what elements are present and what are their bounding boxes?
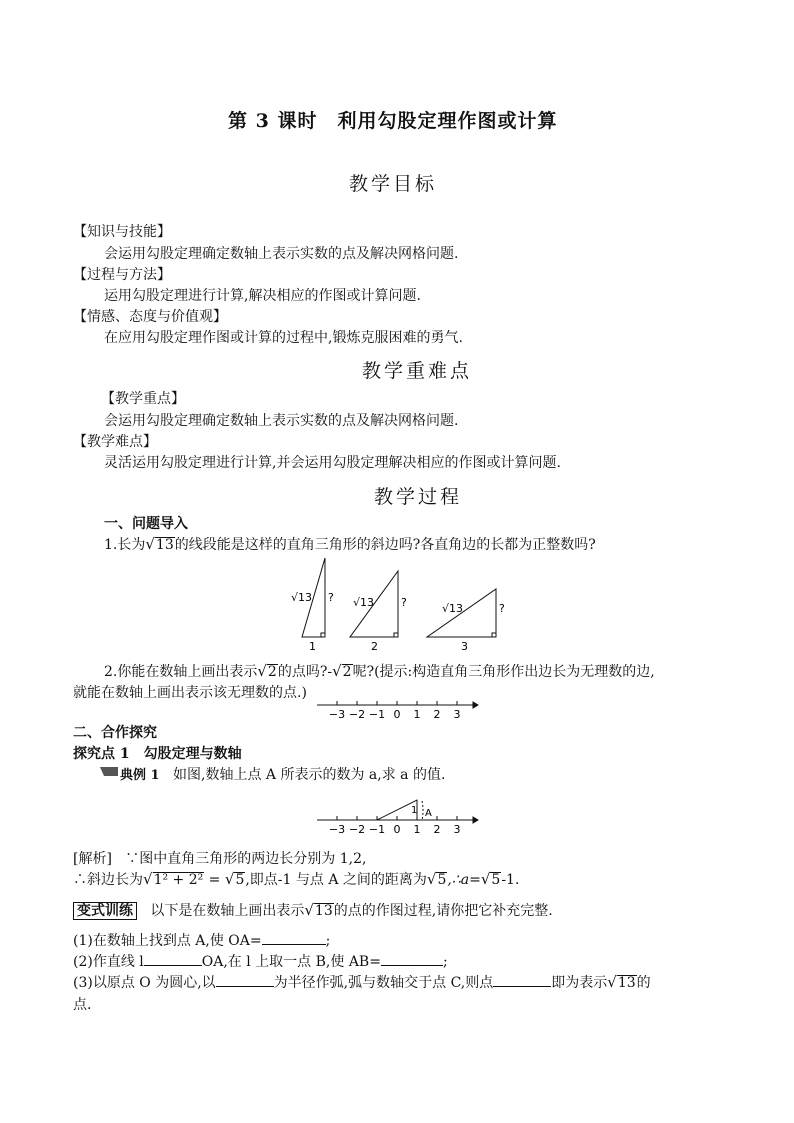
sqrt-2-neg: √2 xyxy=(332,662,352,680)
blank-radius[interactable] xyxy=(216,974,274,987)
tick-3: 3 xyxy=(453,708,461,720)
part1-heading: 一、问题导入 xyxy=(104,516,188,532)
emotion-label: 【情感、态度与价值观】 xyxy=(73,309,227,325)
svg-text:1: 1 xyxy=(413,823,421,835)
tri3-q: ? xyxy=(499,602,505,615)
tri2-q: ? xyxy=(401,596,407,609)
step-1: (1)在数轴上找到点 A,使 OA= ; xyxy=(73,933,331,949)
part2-heading: 二、合作探究 xyxy=(73,725,157,741)
question-2: 2.你能在数轴上画出表示√2的点吗?-√2呢?(提示:构造直角三角形作出边长为无理数的边, xyxy=(104,662,655,680)
triangles-figure xyxy=(285,555,515,653)
step-3: (3)以原点 O 为圆心,以 为半径作弧,弧与数轴交于点 C,则点 即为表示√13的 xyxy=(73,973,651,991)
process-label: 【过程与方法】 xyxy=(73,267,171,283)
svg-text:0: 0 xyxy=(393,823,401,835)
number-line-1 xyxy=(315,698,480,720)
tri1-label: 1 xyxy=(309,640,316,653)
svg-text:−1: −1 xyxy=(368,823,386,835)
section-heading-objectives: 教学目标 xyxy=(349,173,438,195)
tick-0: 0 xyxy=(393,708,401,720)
fig-label-a: A xyxy=(425,808,432,819)
number-line-2 xyxy=(315,793,480,835)
page-title: 第 3 课时 利用勾股定理作图或计算 xyxy=(228,110,558,132)
sqrt-13: √13 xyxy=(145,535,174,553)
question-2-cont: 就能在数轴上画出表示该无理数的点.) xyxy=(73,685,307,701)
example-text: 如图,数轴上点 A 所表示的数为 a,求 a 的值. xyxy=(173,767,446,783)
section-heading-key-points: 教学重难点 xyxy=(362,360,473,382)
example-tag-icon xyxy=(100,765,118,777)
knowledge-label: 【知识与技能】 xyxy=(73,224,171,240)
tri2-hyp: √13 xyxy=(353,596,375,609)
difficulty-label: 【教学难点】 xyxy=(73,434,157,450)
fig-label-one: 1 xyxy=(411,805,418,816)
blank-point[interactable] xyxy=(493,974,551,987)
analysis-line-2: ∴斜边长为√1² + 2² = √5,即点-1 与点 A 之间的距离为√5,∴a=√5-1. xyxy=(73,870,520,888)
difficulty-text: 灵活运用勾股定理进行计算,并会运用勾股定理解决相应的作图或计算问题. xyxy=(104,455,561,471)
svg-text:2: 2 xyxy=(433,823,441,835)
explore-point-1: 探究点 1 勾股定理与数轴 xyxy=(73,746,242,762)
tick-2: 2 xyxy=(433,708,441,720)
step-3-cont: 点. xyxy=(73,997,92,1013)
svg-text:−3: −3 xyxy=(328,823,346,835)
emotion-text: 在应用勾股定理作图或计算的过程中,锻炼克服困难的勇气. xyxy=(104,330,463,346)
step-2: (2)作直线 l OA,在 l 上取一点 B,使 AB= ; xyxy=(73,954,448,970)
analysis-line-1: [解析] ∵图中直角三角形的两边长分别为 1,2, xyxy=(73,851,367,867)
tick-neg2: −2 xyxy=(348,708,366,720)
svg-text:3: 3 xyxy=(453,823,461,835)
process-text: 运用勾股定理进行计算,解决相应的作图或计算问题. xyxy=(104,288,421,304)
sqrt-2: √2 xyxy=(257,662,277,680)
example-label: 典例 1 xyxy=(120,768,160,783)
svg-text:−2: −2 xyxy=(348,823,366,835)
tri3-hyp: √13 xyxy=(442,602,464,615)
tri2-label: 2 xyxy=(371,640,378,653)
tick-neg1: −1 xyxy=(368,708,386,720)
focus-text: 会运用勾股定理确定数轴上表示实数的点及解决网格问题. xyxy=(104,413,459,429)
blank-ab[interactable] xyxy=(381,953,443,966)
variant-line: 变式训练 以下是在数轴上画出表示√13的点的作图过程,请你把它补充完整. xyxy=(73,900,553,920)
blank-oa[interactable] xyxy=(262,932,326,945)
tri1-hyp: √13 xyxy=(291,591,313,604)
variant-label: 变式训练 xyxy=(73,902,137,920)
question-1: 1.长为√13的线段能是这样的直角三角形的斜边吗?各直角边的长都为正整数吗? xyxy=(104,535,596,553)
tick-1: 1 xyxy=(413,708,421,720)
example-arc xyxy=(422,801,423,820)
tri1-q: ? xyxy=(328,591,334,604)
blank-relation[interactable] xyxy=(144,953,202,966)
knowledge-text: 会运用勾股定理确定数轴上表示实数的点及解决网格问题. xyxy=(104,246,459,262)
section-heading-process: 教学过程 xyxy=(374,486,463,508)
tick-neg3: −3 xyxy=(328,708,346,720)
tri3-label: 3 xyxy=(461,640,468,653)
focus-label: 【教学重点】 xyxy=(101,391,185,407)
